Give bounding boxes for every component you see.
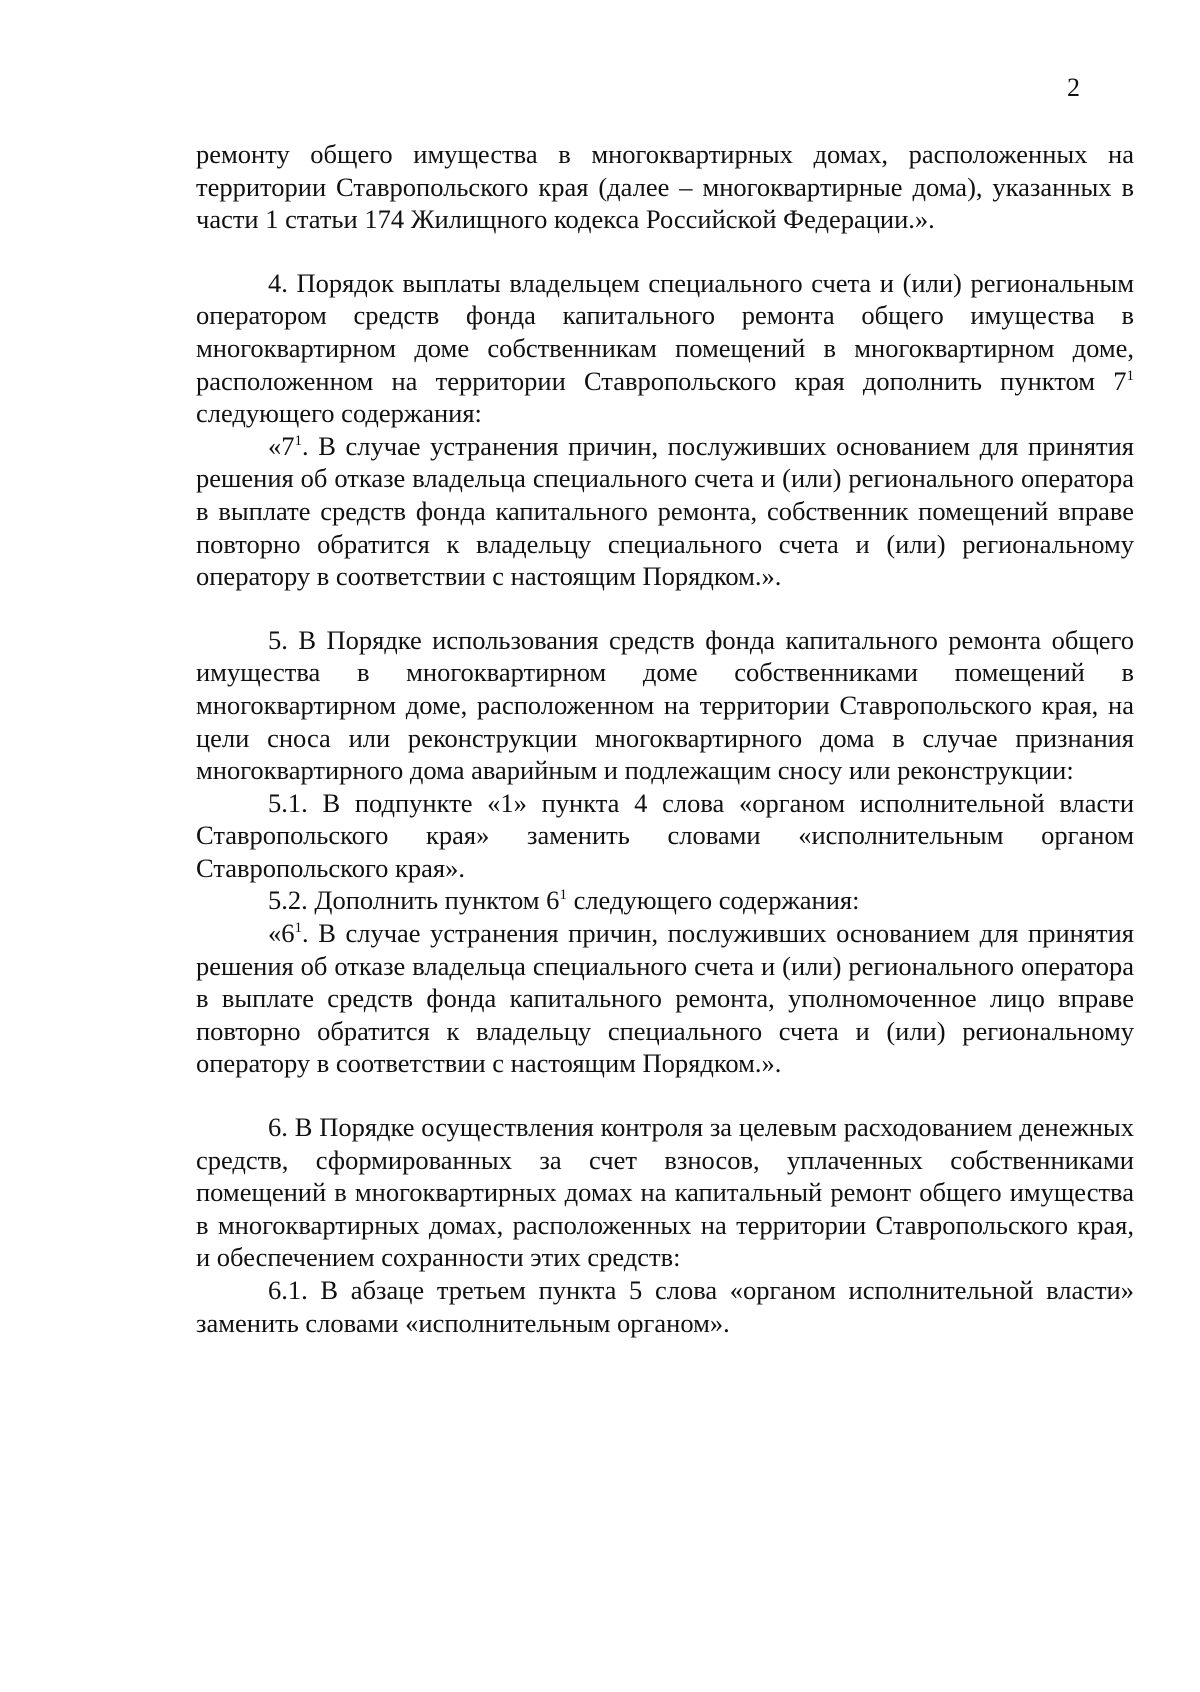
paragraph-item-6-1	[196, 1274, 1134, 1339]
paragraph-text: 4. Порядок выплаты владельцем специального счета и (или) региональным оператором средств фонда капитального ремонта общего имущества в многоквартирном доме собственникам помещений в многоквартирном доме, расположенном на территории Ставропольского края дополнить пунктом 7	[196, 267, 1134, 396]
paragraph-text: ремонту общего имущества в многоквартирных домах, расположенных на территории Ставропольского края (далее – многоквартирные дома), указанных в части 1 статьи 174 Жилищного кодекса Российской Федерации.».	[196, 139, 1134, 235]
paragraph-continuation	[196, 138, 1134, 236]
paragraph-item-5-1	[196, 787, 1134, 885]
paragraph-text: . В случае устранения причин, послуживших основанием для принятия решения об отказе владельца специального счета и (или) регионального оператора в выплате средств фонда капитального ремонта, собственник помещений вправе повторно обратится к владельцу специального счета и (или) региональному оператору в соответствии с настоящим Порядком.».	[196, 430, 1134, 592]
document-body	[196, 138, 1134, 1339]
superscript-index: 1	[559, 887, 567, 904]
superscript-index: 1	[1126, 367, 1134, 384]
paragraph-text: 5. В Порядке использования средств фонда капитального ремонта общего имущества в многоквартирном доме собственниками помещений в многоквартирном доме, расположенном на территории Ставропольского края, на цели сноса или реконструкции многоквартирного дома в случае признания многоквартирного дома аварийным и подлежащим сносу или реконструкции:	[196, 624, 1134, 786]
paragraph-item-6-1-quote	[196, 917, 1134, 1080]
paragraph-text: 6. В Порядке осуществления контроля за целевым расходованием денежных средств, сформированных за счет взносов, уплаченных собственниками помещений в многоквартирных домах на капитальный ремонт общего имущества в многоквартирных домах, расположенных на территории Ставропольского края, и обеспечением сохранности этих средств:	[196, 1112, 1134, 1273]
paragraph-text: . В случае устранения причин, послуживших основанием для принятия решения об отказе владельца специального счета и (или) регионального оператора в выплате средств фонда капитального ремонта, уполномоченное лицо вправе повторно обратится к владельцу специального счета и (или) региональному оператору в соответствии с настоящим Порядком.».	[196, 918, 1134, 1079]
superscript-index: 1	[294, 920, 302, 937]
paragraph-text: «6	[268, 918, 295, 949]
paragraph-text: 5.1. В подпункте «1» пункта 4 слова «органом исполнительной власти Ставропольского края» заменить словами «исполнительным органом Ставропольского края».	[196, 787, 1134, 883]
paragraph-text: следующего содержания:	[196, 398, 482, 429]
paragraph-item-7-1	[196, 430, 1134, 593]
paragraph-text: 6.1. В абзаце третьем пункта 5 слова «органом исполнительной власти» заменить словами «исполнительным органом».	[196, 1275, 1134, 1338]
paragraph-item-5	[196, 624, 1134, 787]
paragraph-item-5-2	[196, 884, 1134, 917]
page-number: 2	[1067, 73, 1080, 102]
superscript-index: 1	[294, 432, 302, 449]
paragraph-text: 5.2. Дополнить пунктом 6	[268, 885, 560, 916]
paragraph-item-6	[196, 1111, 1134, 1274]
paragraph-text: следующего содержания:	[566, 885, 860, 916]
paragraph-item-4	[196, 267, 1134, 430]
paragraph-text: «7	[268, 430, 295, 461]
